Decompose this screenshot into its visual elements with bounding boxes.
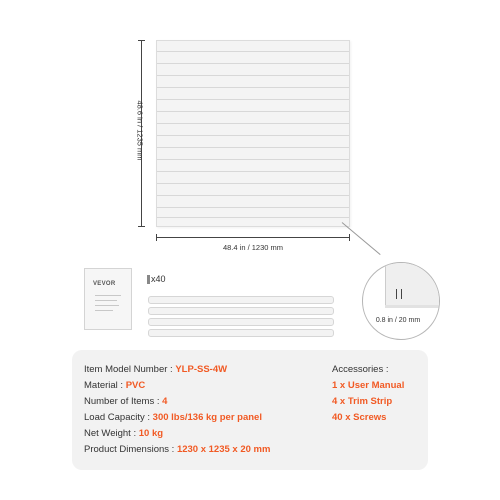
spec-dimensions (84, 444, 270, 455)
panel-slot (157, 99, 349, 100)
thickness-tick (401, 289, 402, 299)
spec-items (84, 396, 167, 407)
zoom-panel-edge (385, 305, 440, 308)
screw-count: x40 (151, 274, 166, 284)
panel-slot (157, 135, 349, 136)
trim-strip (148, 296, 334, 304)
spec-material (84, 380, 145, 391)
width-dimension-cap (156, 234, 157, 241)
panel-slot (157, 207, 349, 208)
accessories-title: Accessories : (332, 364, 389, 375)
height-label: 48.6 in / 1235 mm (135, 100, 145, 161)
manual-text-line (95, 295, 121, 296)
screw-icon (147, 275, 150, 284)
trim-strip (148, 307, 334, 315)
panel-slot (157, 159, 349, 160)
spec-load (84, 412, 262, 423)
spec-material-value: PVC (125, 380, 146, 391)
panel-slot (157, 123, 349, 124)
spec-model-value: YLP-SS-4W (175, 364, 228, 375)
spec-weight (84, 428, 163, 439)
manual-text-line (95, 310, 113, 311)
width-dimension-line (156, 237, 350, 238)
spec-dimensions-label: Product Dimensions : (84, 444, 177, 455)
manual-text-line (95, 300, 117, 301)
zoom-panel-corner (385, 263, 440, 306)
width-dimension-cap (349, 234, 350, 241)
spec-load-value: 300 lbs/136 kg per panel (152, 412, 262, 423)
spec-weight-value: 10 kg (138, 428, 164, 439)
accessory-item: 40 x Screws (332, 412, 387, 423)
spec-items-label: Number of Items : (84, 396, 163, 407)
panel-slot (157, 147, 349, 148)
trim-strip (148, 318, 334, 326)
manual-logo: VEVOR (93, 281, 116, 287)
thickness-zoom-circle (362, 262, 440, 340)
accessory-item: 4 x Trim Strip (332, 396, 393, 407)
manual-text-line (95, 305, 119, 306)
user-manual-image (84, 268, 132, 330)
spec-model (84, 364, 227, 375)
panel-slot (157, 63, 349, 64)
panel-slot (157, 87, 349, 88)
trim-strip (148, 329, 334, 337)
slatwall-panel (156, 40, 350, 227)
height-dimension-cap (138, 226, 145, 227)
accessory-item: 1 x User Manual (332, 380, 405, 391)
thickness-tick (396, 289, 397, 299)
panel-slot (157, 183, 349, 184)
panel-slot (157, 217, 349, 218)
height-dimension-cap (138, 40, 145, 41)
spec-items-value: 4 (162, 396, 168, 407)
width-label: 48.4 in / 1230 mm (222, 243, 284, 252)
spec-box (72, 350, 428, 470)
panel-slot (157, 75, 349, 76)
spec-model-label: Item Model Number : (84, 364, 176, 375)
panel-slot (157, 171, 349, 172)
spec-load-label: Load Capacity : (84, 412, 153, 423)
spec-material-label: Material : (84, 380, 126, 391)
spec-dimensions-value: 1230 x 1235 x 20 mm (176, 444, 271, 455)
spec-weight-label: Net Weight : (84, 428, 139, 439)
panel-slot (157, 195, 349, 196)
thickness-label: 0.8 in / 20 mm (375, 317, 421, 324)
panel-slot (157, 111, 349, 112)
panel-slot (157, 51, 349, 52)
